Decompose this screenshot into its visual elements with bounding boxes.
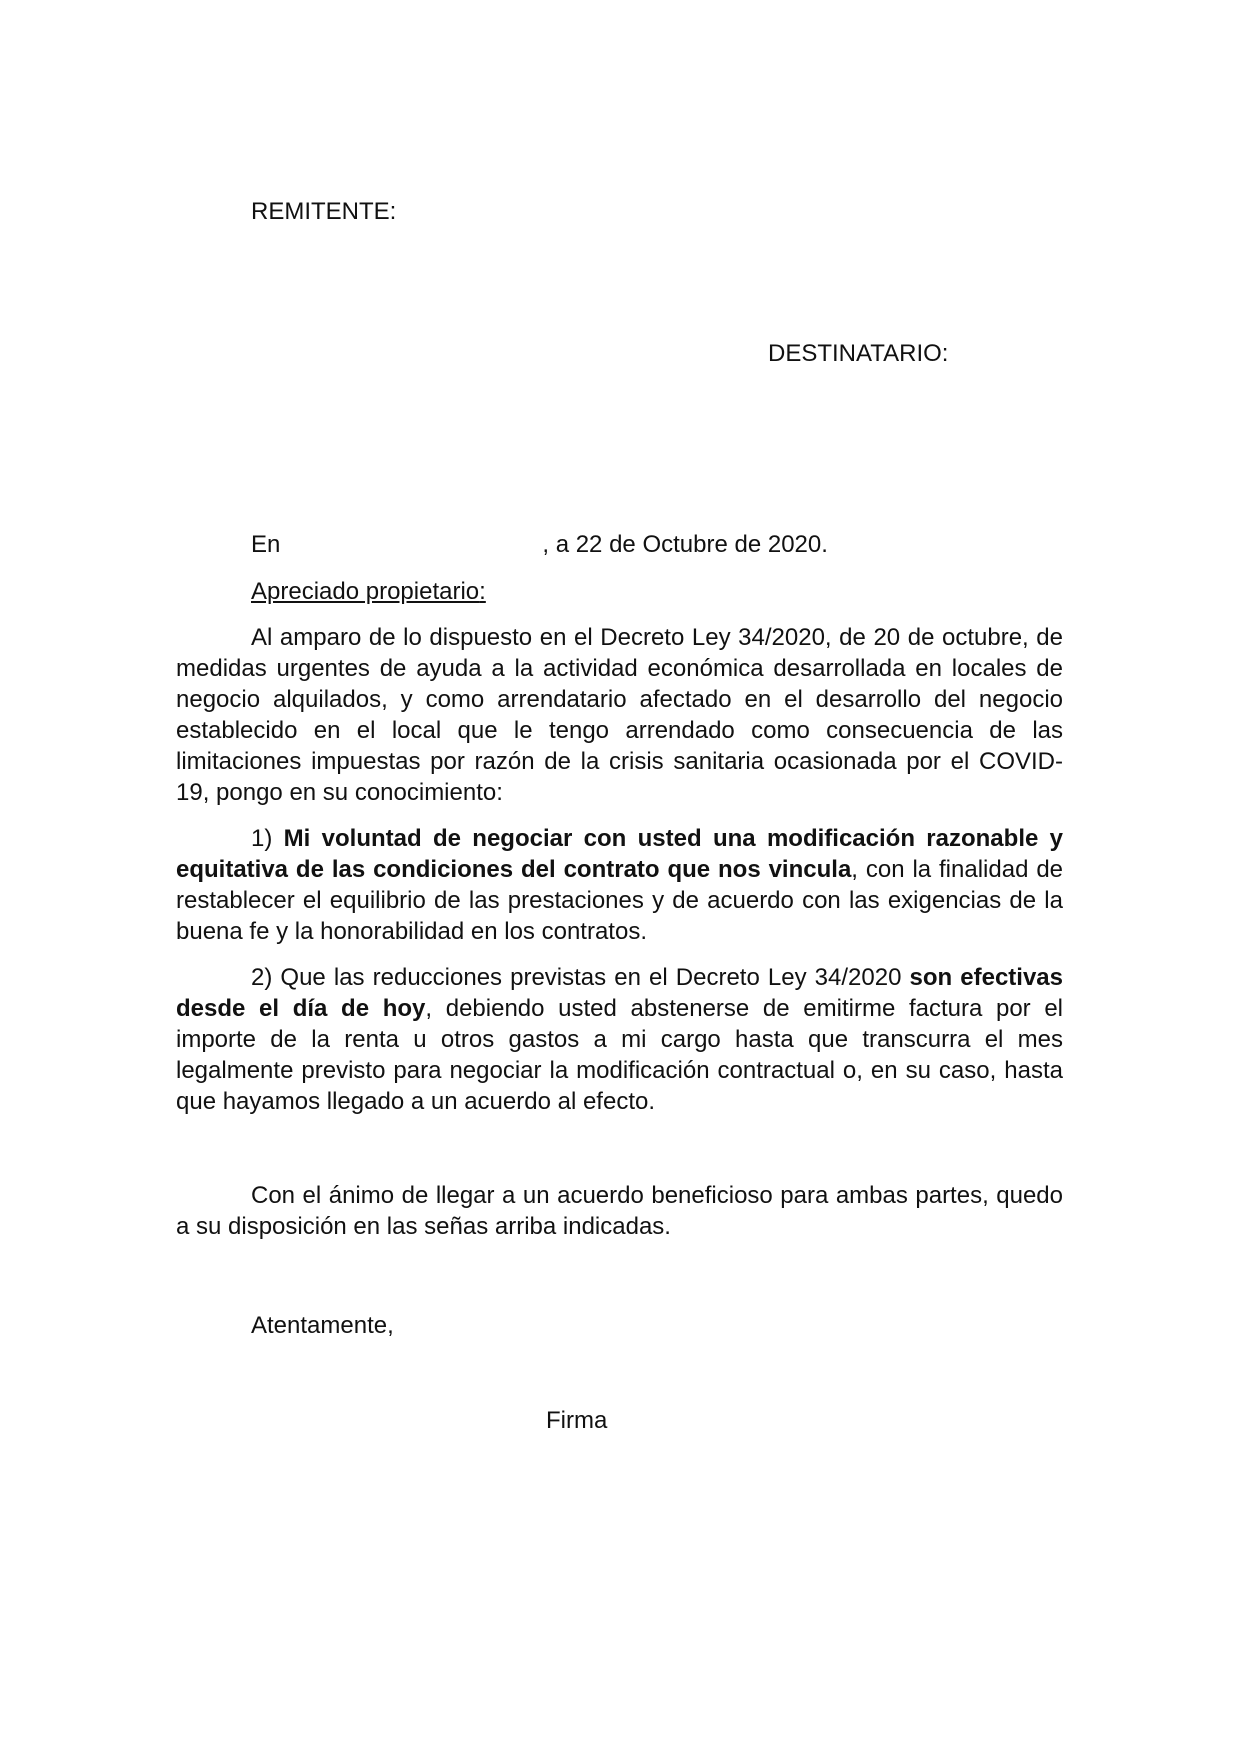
point-1-bold: Mi voluntad de negociar con usted una modificación razonable y equitativa de las condiciones del contrato que nos vincula [176,825,1063,883]
date-line-suffix: , a 22 de Octubre de 2020. [542,531,828,558]
intro-paragraph: Al amparo de lo dispuesto en el Decreto Ley 34/2020, de 20 de octubre, de medidas urgentes de ayuda a la actividad económica desarrollada en locales de negocio alquilados, y como arrendatario afectado en el desarrollo del negocio establecido en el local que le tengo arrendado como consecuencia de las limitaciones impuestas por razón de la crisis sanitaria ocasionada por el COVID-19, pongo en su conocimiento: [176,624,1063,806]
point-2-lead: 2) Que las reducciones previstas en el Decreto Ley 34/2020 [251,964,910,991]
point-1-rest: , con la finalidad de restablecer el equilibrio de las prestaciones y de acuerdo con las exigencias de la buena fe y la honorabilidad en los contratos. [176,856,1064,945]
closing-paragraph: Con el ánimo de llegar a un acuerdo beneficioso para ambas partes, quedo a su disposición en las señas arriba indicadas. [176,1182,1063,1240]
recipient-label: DESTINATARIO: [768,340,949,367]
point-1-number: 1) [251,825,284,852]
point-2-paragraph [176,962,1063,1117]
salutation-colon: : [479,578,486,605]
sender-label: REMITENTE: [251,198,397,225]
point-2-rest: , debiendo usted abstenerse de emitirme factura por el importe de la renta u otros gastos a mi cargo hasta que transcurra el mes legalmente previsto para negociar la modificación contractual o, en su caso, hasta que hayamos llegado a un acuerdo al efecto. [176,995,1064,1115]
date-line [251,529,828,560]
salutation-text: Apreciado propietario [251,578,480,605]
date-line-prefix: En [251,531,281,558]
point-1-paragraph [176,823,1063,947]
closing-text: Atentamente, [251,1312,394,1339]
salutation [251,576,486,607]
signature-label: Firma [546,1407,608,1434]
point-2-bold: son efectivas desde el día de hoy [176,964,1064,1022]
